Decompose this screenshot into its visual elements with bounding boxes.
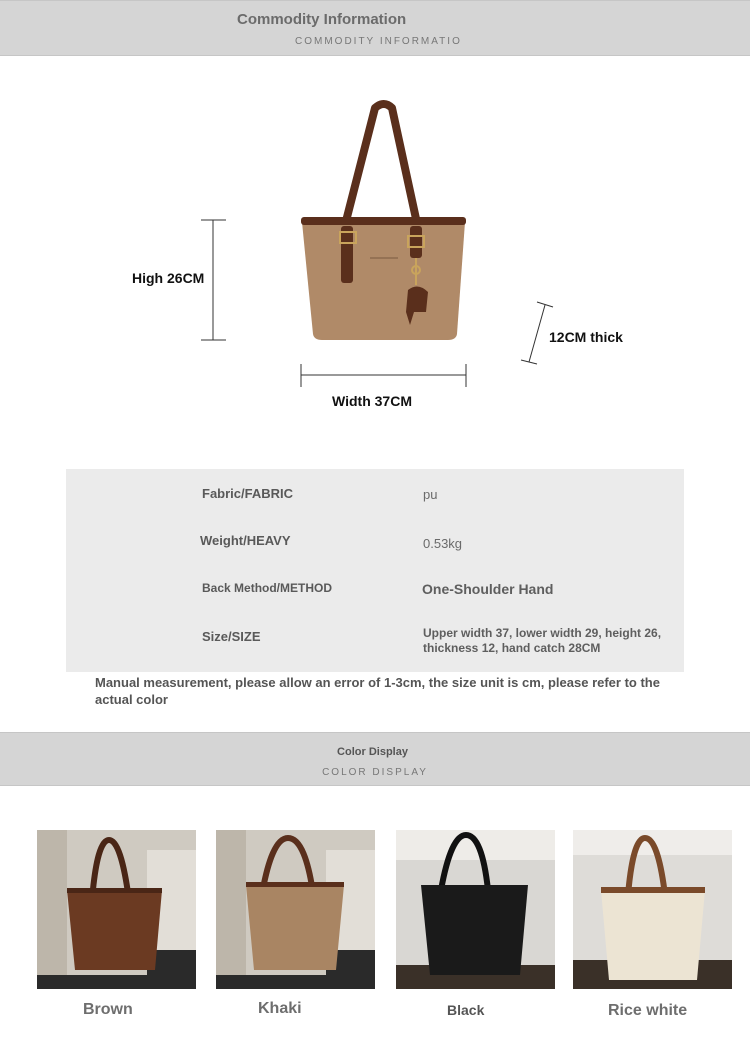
thickness-label: 12CM thick — [549, 329, 623, 345]
spec-value-method: One-Shoulder Hand — [422, 581, 554, 597]
section-subtitle: COLOR DISPLAY — [322, 767, 428, 778]
height-label: High 26CM — [132, 270, 205, 286]
width-label: Width 37CM — [332, 393, 412, 409]
color-name-black: Black — [447, 1002, 485, 1018]
measurement-note: Manual measurement, please allow an error of 1-3cm, the size unit is cm, please refer to the actual color — [95, 675, 660, 707]
color-name-brown: Brown — [83, 1001, 133, 1018]
spec-value-fabric: pu — [423, 487, 438, 502]
spec-key-size: Size/SIZE — [202, 629, 261, 644]
color-swatch-rice-white[interactable] — [573, 830, 732, 989]
color-display-header — [0, 732, 750, 786]
spec-key-fabric: Fabric/FABRIC — [202, 486, 294, 501]
spec-key-method: Back Method/METHOD — [202, 581, 333, 595]
right-tab — [410, 226, 422, 258]
color-swatch-khaki[interactable] — [216, 830, 375, 989]
section-subtitle: COMMODITY INFORMATIO — [295, 36, 462, 47]
bag-body — [302, 222, 465, 340]
bag-trim — [301, 217, 466, 225]
color-name-rice-white: Rice white — [608, 1002, 688, 1019]
color-swatch-black[interactable] — [396, 830, 555, 989]
spec-value-size: Upper width 37, lower width 29, height 26, thickness 12, hand catch 28CM — [423, 626, 662, 655]
spec-table — [66, 469, 684, 672]
color-swatch-brown[interactable] — [37, 830, 196, 989]
spec-value-weight: 0.53kg — [423, 536, 463, 551]
product-dimension-diagram — [0, 0, 750, 460]
section-title: Commodity Information — [237, 11, 407, 28]
left-tab — [341, 226, 353, 283]
spec-key-weight: Weight/HEAVY — [200, 533, 291, 548]
thickness-dimension-line — [529, 305, 545, 362]
bag-strap — [345, 104, 418, 228]
color-name-khaki: Khaki — [258, 1000, 302, 1017]
section-title: Color Display — [337, 746, 408, 758]
